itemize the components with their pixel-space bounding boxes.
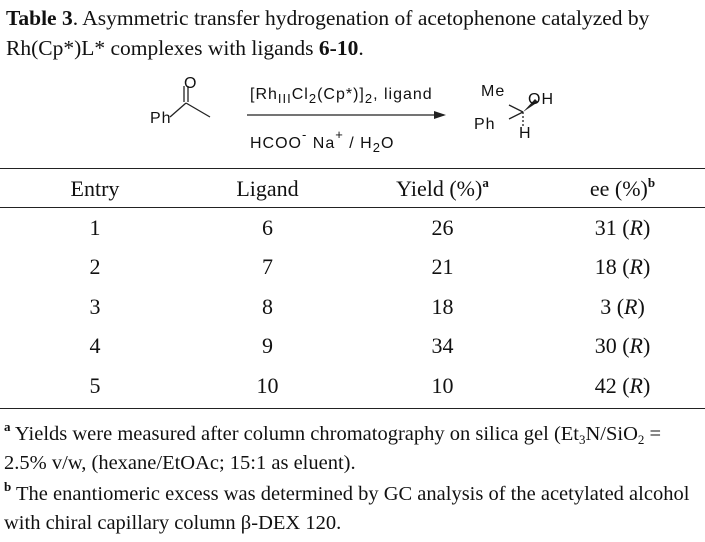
footnote-b: $^b$ The enantiomeric excess was determined by GC analysis of the acetylated alcohol with chiral capillary column β-DEX 120.	[4, 479, 690, 534]
product-hydroxyl: OH	[528, 91, 554, 108]
footnote-a: $^a$ Yields were measured after column chromatography on silica gel ($Et_3N/SiO_2 = 2.5\%$ v/w, (hexane/EtOAc; 15:1 as eluent).	[4, 419, 662, 474]
table-header-row	[0, 170, 705, 208]
ketone-bond-me	[186, 103, 210, 117]
caption-ligand-range: 6-10	[318, 36, 359, 60]
results-table	[0, 170, 705, 406]
table-bottom-rule	[0, 408, 705, 409]
cell-ee: 18 (R)	[594, 254, 651, 280]
table-row	[0, 208, 705, 248]
cell-ligand: 7	[262, 254, 273, 280]
header-ee: ee (%)$^b$	[589, 175, 656, 201]
cell-entry: 3	[89, 293, 101, 319]
cell-ligand: 10	[256, 372, 279, 398]
product-hydrogen: H	[519, 125, 532, 142]
cell-entry: 1	[89, 214, 101, 240]
ketone-phenyl: Ph	[150, 110, 172, 127]
caption-text: . Asymmetric transfer hydrogenation of acetophenone catalyzed by Rh(Cp*)L* complexes with ligands	[6, 6, 650, 60]
product-bond-me	[509, 105, 523, 112]
cell-ligand: 9	[262, 333, 273, 359]
product-methyl: Me	[481, 83, 506, 100]
cell-yield: 10	[431, 372, 454, 398]
product-bond-ph	[509, 112, 523, 119]
cell-entry: 2	[89, 254, 101, 280]
reagent-label: $[Rh_{III}Cl_2(Cp*)]_2$, ligand	[250, 86, 433, 106]
cell-entry: 4	[89, 333, 101, 359]
table-row	[0, 327, 705, 367]
cell-ligand: 8	[262, 293, 273, 319]
table-top-rule	[0, 168, 705, 169]
reaction-scheme	[0, 72, 705, 160]
cell-yield: 34	[431, 333, 454, 359]
header-entry: Entry	[70, 176, 120, 201]
product-phenyl: Ph	[474, 116, 496, 133]
cell-ee: 3 (R)	[600, 293, 645, 319]
table-caption	[6, 3, 700, 63]
ketone-bond-ph	[170, 103, 186, 117]
cell-ee: 42 (R)	[594, 372, 651, 398]
cell-yield: 21	[431, 254, 454, 280]
cell-yield: 26	[431, 214, 454, 240]
table-label: Table 3	[6, 6, 73, 30]
table-row	[0, 287, 705, 327]
caption-end: .	[358, 36, 364, 60]
table-row	[0, 248, 705, 288]
ketone-oxygen: O	[184, 75, 198, 92]
arrow-head	[434, 111, 446, 119]
cell-entry: 5	[89, 372, 101, 398]
header-yield: Yield (%)$^a$	[396, 175, 489, 201]
cell-ligand: 6	[262, 214, 273, 240]
cell-ee: 31 (R)	[594, 214, 651, 240]
cell-yield: 18	[431, 293, 454, 319]
header-ligand: Ligand	[236, 176, 299, 201]
table-row	[0, 366, 705, 406]
cell-ee: 30 (R)	[594, 333, 651, 359]
condition-label: HCOO- $Na^+ / H_2O$	[250, 127, 395, 155]
